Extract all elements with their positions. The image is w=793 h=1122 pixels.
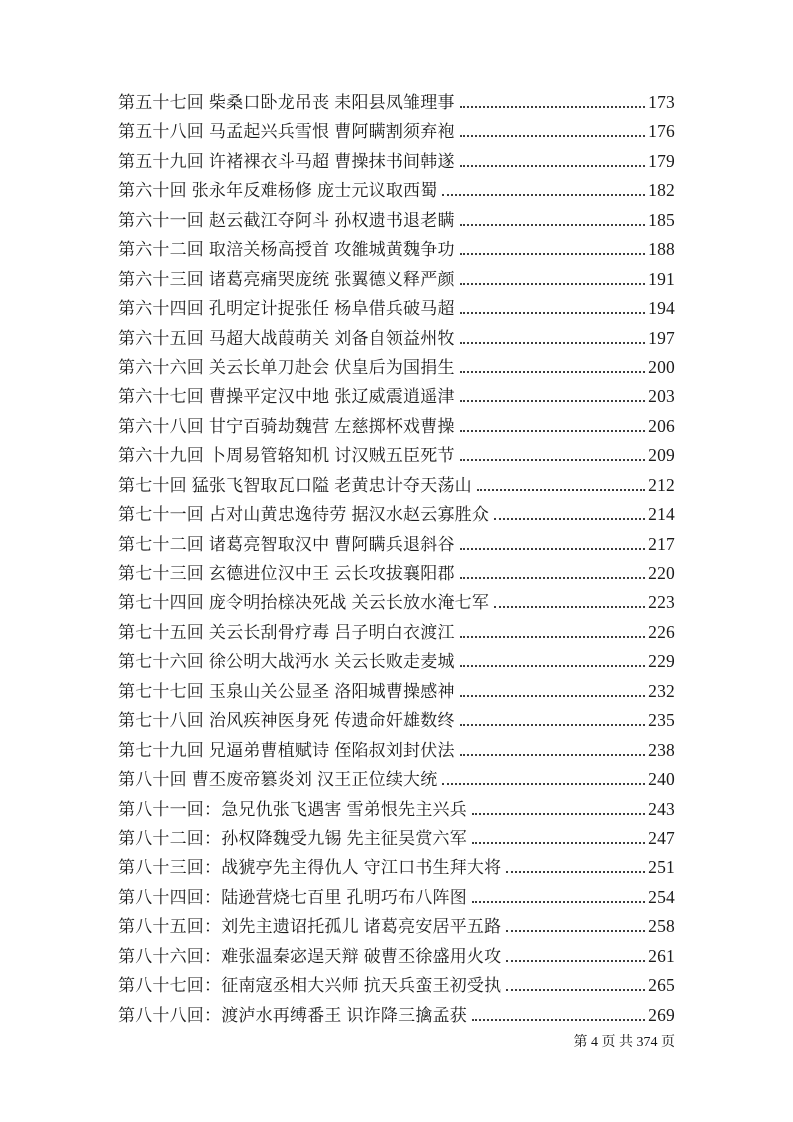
dot-leader — [506, 989, 645, 991]
toc-entry-page: 182 — [648, 180, 675, 201]
toc-entry-page: 223 — [648, 592, 675, 613]
dot-leader — [494, 518, 645, 520]
dot-leader — [460, 371, 645, 373]
toc-entry-page: 220 — [648, 563, 675, 583]
toc-entry-page: 212 — [648, 474, 675, 495]
toc-entry-text: 第八十七回：征南寇丞相大兴师 抗天兵蛮王初受执 — [118, 976, 502, 996]
toc-entry-text: 第五十八回 马孟起兴兵雪恨 曹阿瞒割须弃袍 — [118, 122, 455, 142]
dot-leader — [506, 960, 645, 962]
dot-leader — [477, 489, 645, 491]
toc-entry-page: 209 — [648, 445, 675, 466]
toc-entry[interactable] — [118, 853, 675, 882]
toc-entry-text: 第七十回 猛张飞智取瓦口隘 老黄忠计夺天荡山 — [118, 475, 472, 495]
toc-entry-page: 188 — [648, 239, 675, 260]
toc-entry[interactable] — [118, 500, 675, 529]
toc-entry-text: 第六十二回 取涪关杨高授首 攻雒城黄魏争功 — [118, 240, 455, 260]
toc-entry-text: 第六十六回 关云长单刀赴会 伏皇后为国捐生 — [118, 357, 455, 377]
dot-leader — [460, 430, 645, 432]
dot-leader — [460, 253, 645, 255]
toc-entry-page: 191 — [648, 268, 675, 289]
toc-entry-text: 第七十六回 徐公明大战沔水 关云长败走麦城 — [118, 652, 455, 672]
toc-entry[interactable] — [118, 412, 675, 441]
toc-entry-text: 第六十三回 诸葛亮痛哭庞统 张翼德义释严颜 — [118, 269, 455, 289]
dot-leader — [460, 548, 645, 550]
toc-entry-page: 238 — [648, 739, 675, 760]
toc-entry-page: 258 — [648, 916, 675, 937]
toc-entry-text: 第八十五回：刘先主遗诏托孤儿 诸葛亮安居平五路 — [118, 917, 502, 937]
dot-leader — [460, 165, 645, 167]
dot-leader — [460, 400, 645, 402]
toc-entry-text: 第八十二回：孙权降魏受九锡 先主征吴赏六军 — [118, 828, 467, 848]
dot-leader — [460, 724, 645, 726]
toc-entry-page: 185 — [648, 209, 675, 230]
toc-entry-page: 247 — [648, 827, 675, 848]
toc-entry-page: 214 — [648, 504, 675, 525]
toc-entry-text: 第八十回 曹丕废帝篡炎刘 汉王正位续大统 — [118, 770, 438, 790]
toc-entry[interactable] — [118, 294, 675, 323]
toc-entry[interactable] — [118, 441, 675, 470]
dot-leader — [460, 135, 645, 137]
dot-leader — [506, 871, 645, 873]
toc-entry-page: 229 — [648, 651, 675, 672]
toc-entry[interactable] — [118, 706, 675, 735]
dot-leader — [442, 783, 645, 785]
toc-entry[interactable] — [118, 736, 675, 765]
toc-entry-text: 第六十一回 赵云截江夺阿斗 孙权遗书退老瞒 — [118, 210, 455, 230]
toc-entry-page: 251 — [648, 857, 675, 878]
toc-entry-text: 第五十九回 许褚裸衣斗马超 曹操抹书间韩遂 — [118, 151, 455, 171]
dot-leader — [460, 754, 645, 756]
toc-entry-text: 第六十五回 马超大战葭萌关 刘备自领益州牧 — [118, 328, 455, 348]
toc-entry[interactable] — [118, 588, 675, 617]
toc-entry[interactable] — [118, 382, 675, 411]
dot-leader — [472, 842, 645, 844]
toc-entry[interactable] — [118, 883, 675, 912]
toc-entry[interactable] — [118, 795, 675, 824]
dot-leader — [460, 577, 645, 579]
toc-entry-page: 261 — [648, 945, 675, 966]
toc-entry-page: 265 — [648, 975, 675, 996]
toc-entry-text: 第七十八回 治风疾神医身死 传遗命奸雄数终 — [118, 711, 455, 731]
toc-entry-page: 226 — [648, 621, 675, 642]
toc-entry-text: 第八十四回：陆逊营烧七百里 孔明巧布八阵图 — [118, 887, 467, 907]
dot-leader — [460, 665, 645, 667]
toc-entry-text: 第六十九回 卜周易管辂知机 讨汉贼五臣死节 — [118, 446, 455, 466]
dot-leader — [460, 283, 645, 285]
toc-entry-text: 第六十八回 甘宁百骑劫魏营 左慈掷杯戏曹操 — [118, 416, 455, 436]
toc-entry-text: 第七十五回 关云长刮骨疗毒 吕子明白衣渡江 — [118, 622, 455, 642]
toc-entry[interactable] — [118, 176, 675, 205]
toc-entry[interactable] — [118, 353, 675, 382]
toc-entry[interactable] — [118, 471, 675, 500]
toc-entry-page: 217 — [648, 533, 675, 554]
dot-leader — [472, 1019, 645, 1021]
toc-entry-text: 第七十七回 玉泉山关公显圣 洛阳城曹操感神 — [118, 681, 455, 701]
toc-entry-text: 第八十一回：急兄仇张飞遇害 雪弟恨先主兴兵 — [118, 799, 467, 819]
toc-entry[interactable] — [118, 147, 675, 176]
dot-leader — [460, 459, 645, 461]
toc-entry[interactable] — [118, 559, 675, 588]
toc-entry[interactable] — [118, 618, 675, 647]
toc-entry-text: 第六十回 张永年反难杨修 庞士元议取西蜀 — [118, 181, 438, 201]
toc-entry-page: 197 — [648, 327, 675, 348]
dot-leader — [442, 194, 645, 196]
toc-entry-page: 179 — [648, 150, 675, 171]
dot-leader — [460, 342, 645, 344]
toc-entry-page: 206 — [648, 415, 675, 436]
dot-leader — [494, 606, 645, 608]
toc-entry[interactable] — [118, 912, 675, 941]
toc-entry-text: 第七十三回 玄德进位汉中王 云长攻拔襄阳郡 — [118, 564, 455, 583]
toc-entry-page: 240 — [648, 769, 675, 790]
toc-entry-page: 203 — [648, 386, 675, 407]
dot-leader — [460, 224, 645, 226]
toc-entry-page: 254 — [648, 886, 675, 907]
toc-entry[interactable] — [118, 971, 675, 1000]
toc-entry-page: 200 — [648, 356, 675, 377]
toc-entry-page: 176 — [648, 121, 675, 142]
toc-entry[interactable] — [118, 530, 675, 559]
dot-leader — [460, 312, 645, 314]
toc-entry[interactable] — [118, 942, 675, 971]
toc-entry[interactable] — [118, 1001, 675, 1030]
toc-entry-page: 235 — [648, 710, 675, 731]
dot-leader — [506, 930, 645, 932]
toc-entry[interactable] — [118, 265, 675, 294]
toc-entry[interactable] — [118, 324, 675, 353]
toc-entry[interactable] — [118, 235, 675, 264]
dot-leader — [460, 106, 645, 108]
toc-entry-text: 第八十八回：渡泸水再缚番王 识诈降三擒孟获 — [118, 1005, 467, 1025]
toc-entry-text: 第六十四回 孔明定计捉张任 杨阜借兵破马超 — [118, 299, 455, 319]
toc-entry-text: 第七十二回 诸葛亮智取汉中 曹阿瞒兵退斜谷 — [118, 534, 455, 554]
toc-entry-text: 第八十六回：难张温秦宓逞天辩 破曹丕徐盛用火攻 — [118, 946, 502, 966]
toc-entry-page: 269 — [648, 1004, 675, 1025]
toc-entry-text: 第七十一回 占对山黄忠逸待劳 据汉水赵云寡胜众 — [118, 505, 490, 525]
toc-entry-text: 第六十七回 曹操平定汉中地 张辽威震逍遥津 — [118, 387, 455, 407]
toc-entry[interactable] — [118, 206, 675, 235]
toc-entry-page: 194 — [648, 298, 675, 319]
toc-entry-text: 第八十三回：战猇亭先主得仇人 守江口书生拜大将 — [118, 858, 502, 878]
dot-leader — [472, 813, 645, 815]
toc-entry[interactable] — [118, 117, 675, 146]
toc-entry[interactable] — [118, 677, 675, 706]
toc-entry[interactable] — [118, 824, 675, 853]
toc-entry-text: 第五十七回 柴桑口卧龙吊丧 耒阳县凤雏理事 — [118, 93, 455, 112]
toc-entry-page: 243 — [648, 798, 675, 819]
dot-leader — [460, 636, 645, 638]
toc-entry[interactable] — [118, 88, 675, 117]
toc-entry[interactable] — [118, 647, 675, 676]
dot-leader — [472, 901, 645, 903]
dot-leader — [460, 695, 645, 697]
toc-entry-text: 第七十四回 庞令明抬榇决死战 关云长放水淹七军 — [118, 593, 490, 613]
toc-list — [118, 88, 675, 1030]
toc-entry-page: 232 — [648, 680, 675, 701]
toc-entry[interactable] — [118, 765, 675, 794]
toc-entry-page: 173 — [648, 92, 675, 112]
toc-entry-text: 第七十九回 兄逼弟曹植赋诗 侄陷叔刘封伏法 — [118, 740, 455, 760]
page-number-footer: 第 4 页 共 374 页 — [573, 1035, 675, 1050]
